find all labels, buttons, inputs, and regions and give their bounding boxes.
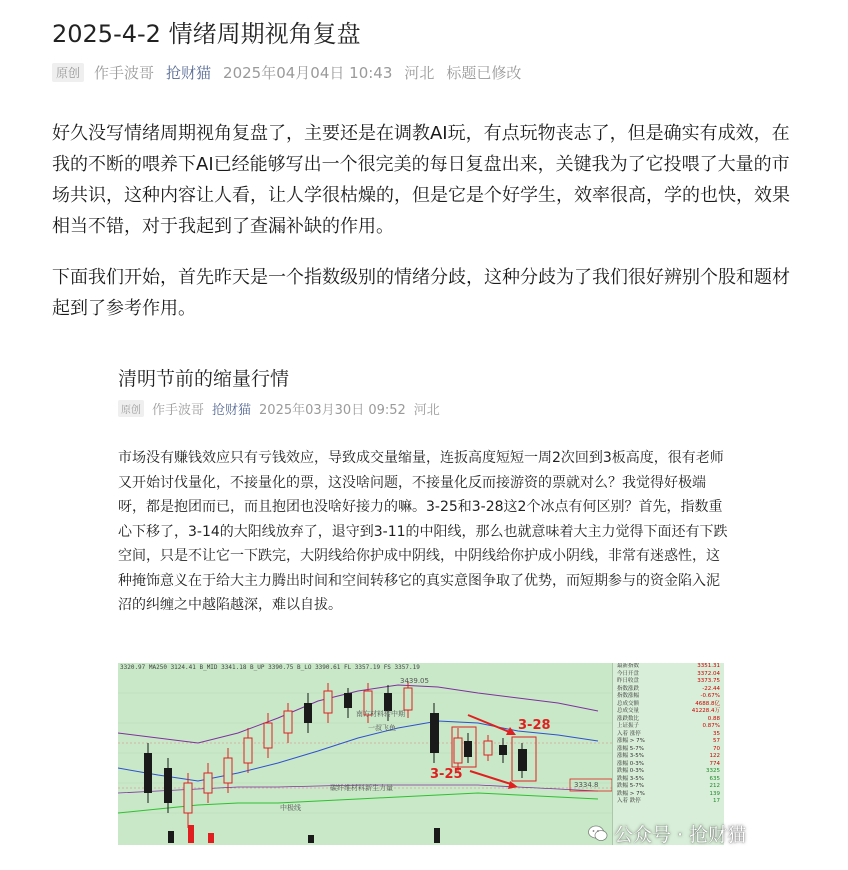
stats-value: 0.88	[707, 715, 720, 722]
volume-bars	[168, 825, 440, 843]
stats-row	[613, 738, 724, 746]
embedded-meta	[118, 400, 448, 416]
stats-row	[613, 791, 724, 799]
title-modified-note: 标题已修改	[446, 63, 522, 82]
paragraph-start: 下面我们开始，首先昨天是一个指数级别的情绪分歧，这种分歧为了我们很好辨别个股和题材起到了参考作用。	[52, 267, 790, 319]
stats-row	[613, 731, 724, 739]
stats-label: 指数涨幅	[617, 693, 640, 699]
embedded-datetime: 2025年03月30日 09:52	[259, 402, 406, 418]
stats-row	[613, 716, 724, 724]
stats-value: 635	[709, 775, 720, 782]
stats-row	[613, 693, 724, 701]
embedded-author: 作手波哥	[152, 402, 205, 418]
paragraph-intro: 好久没写情绪周期视角复盘了，主要还是在调教AI玩，有点玩物丧志了，但是确实有成效，在我的不断的喂养下AI已经能够写出一个很完美的每日复盘出来，关键我为了它投喂了大量的市场共识，这种内容让人看，让人学很枯燥的，但是它是个好学生，效率很高，学的也快，效果相当不错，对于我起到了查漏补缺的作用。	[52, 123, 790, 237]
stats-value: 3351.31	[697, 663, 720, 669]
chart-top-legend: 3320.97 MA250 3124.41 B_MID 3341.18 B_UP 3390.75 B_LO 3390.61 FL 3357.19 FS 3357.19	[120, 664, 420, 671]
publish-datetime: 2025年04月04日 10:43	[223, 63, 393, 82]
stats-label: 涨幅 0-3%	[617, 760, 644, 767]
chart-price-label: 3439.05	[400, 677, 429, 685]
stats-value: 3325	[706, 768, 720, 774]
wechat-icon	[588, 825, 608, 842]
stats-row	[613, 746, 724, 754]
publish-location: 河北	[404, 63, 435, 82]
account-link[interactable]: 抢财猫	[166, 63, 212, 82]
embedded-original-badge: 原创	[118, 400, 144, 417]
stats-label: 涨幅 5-7%	[617, 745, 644, 752]
stats-row	[613, 783, 724, 791]
stats-value: 139	[709, 790, 720, 797]
chart-inner-label-4: 中极线	[280, 804, 301, 812]
chart-inner-label-1: 南方材料转中期	[356, 710, 405, 718]
stats-value: 57	[713, 738, 720, 744]
stats-row	[613, 768, 724, 776]
annotation-3-25: 3-25	[430, 767, 463, 782]
stats-row	[613, 708, 724, 716]
stats-row	[613, 671, 724, 679]
stats-label: 指数涨跌	[617, 685, 640, 692]
stats-value: 70	[713, 745, 720, 752]
embedded-title: 清明节前的缩量行情	[118, 368, 290, 390]
article-title: 2025-4-2 情绪周期视角复盘	[52, 20, 361, 48]
watermark-text: 公众号 · 抢财猫	[614, 824, 747, 846]
market-stats-panel	[612, 663, 724, 845]
stats-label: 跌幅 5-7%	[617, 783, 644, 789]
embedded-location: 河北	[413, 402, 440, 418]
stats-label: 涨幅 3-5%	[617, 753, 644, 759]
stats-value: 212	[709, 783, 720, 789]
candlestick-svg	[118, 663, 612, 845]
author-name: 作手波哥	[94, 63, 155, 82]
stats-label: 最新指数	[617, 663, 640, 669]
watermark	[588, 820, 746, 847]
stats-row	[613, 753, 724, 761]
stats-label: 总成交量	[617, 708, 640, 714]
annotation-3-28: 3-28	[518, 718, 551, 733]
stats-value: 0.87%	[702, 723, 720, 729]
stats-value: 4688.8亿	[695, 700, 720, 707]
stats-label: 涨幅 > 7%	[617, 738, 645, 744]
arrowhead-3-25	[508, 781, 518, 789]
stats-value: 774	[709, 760, 720, 767]
embedded-account-link: 抢财猫	[212, 402, 252, 418]
stats-row	[613, 663, 724, 671]
article-meta	[52, 62, 533, 82]
stats-label: 涨跌数比	[617, 715, 640, 722]
stats-label: 上证振子	[617, 723, 640, 729]
stats-row	[613, 701, 724, 709]
stats-label: 总成交额	[617, 700, 640, 707]
candles	[144, 681, 527, 828]
stats-value: 3372.04	[697, 670, 720, 677]
stats-value: 41228.4万	[691, 708, 720, 714]
stats-label: 跌幅 3-5%	[617, 775, 644, 782]
chart-inner-label-3: 碳纤维材料新生力量	[330, 784, 393, 792]
stats-label: 跌幅 0-3%	[617, 768, 644, 774]
stats-value: 17	[713, 798, 720, 804]
stats-label: 入着 涨停	[617, 730, 641, 737]
stats-value: -0.67%	[700, 693, 720, 699]
chart-inner-label-2: 一叔飞鱼	[368, 724, 396, 732]
arrow-3-28	[468, 715, 512, 733]
stats-row	[613, 761, 724, 769]
stats-value: 122	[709, 753, 720, 759]
embedded-body: 市场没有赚钱效应只有亏钱效应，导致成交量缩量，连扳高度短短一周2次回到3板高度，很有老师又开始讨伐量化，不接量化的票，这没啥问题，不接量化反而接游资的票就对么？我觉得好极端呀，都是抱团而已，而且抱团也没啥好接力的嘛。3-25和3-28这2个冰点有何区别？首先，指数重心下移了，3-14的大阳线放弃了，退守到3-11的中阳线，那么也就意味着大主力觉得下面还有下跌空间，只是不让它一下跌完，大阴线给你护成中阴线，中阴线给你护成小阴线，非常有迷惑性，这种掩饰意义在于给大主力腾出时间和空间转移它的真实意图争取了优势，而短期参与的资金陷入泥沼的纠缠之中越陷越深，难以自拔。	[118, 450, 728, 613]
stats-label: 入着 跌停	[617, 798, 641, 804]
stats-value: 35	[713, 730, 720, 737]
stats-label: 昨日收盘	[617, 678, 640, 684]
stats-value: 3373.75	[697, 678, 720, 684]
stats-row	[613, 686, 724, 694]
stats-value: -22.44	[702, 685, 720, 692]
stats-row	[613, 723, 724, 731]
candlestick-chart-image	[118, 663, 724, 845]
original-badge: 原创	[52, 63, 84, 82]
stats-row	[613, 776, 724, 784]
chart-box-label: 3334.8	[574, 781, 599, 789]
stats-label: 跌幅 > 7%	[617, 790, 645, 797]
stats-row	[613, 678, 724, 686]
stats-label: 今日开盘	[617, 670, 640, 677]
stats-row	[613, 798, 724, 806]
